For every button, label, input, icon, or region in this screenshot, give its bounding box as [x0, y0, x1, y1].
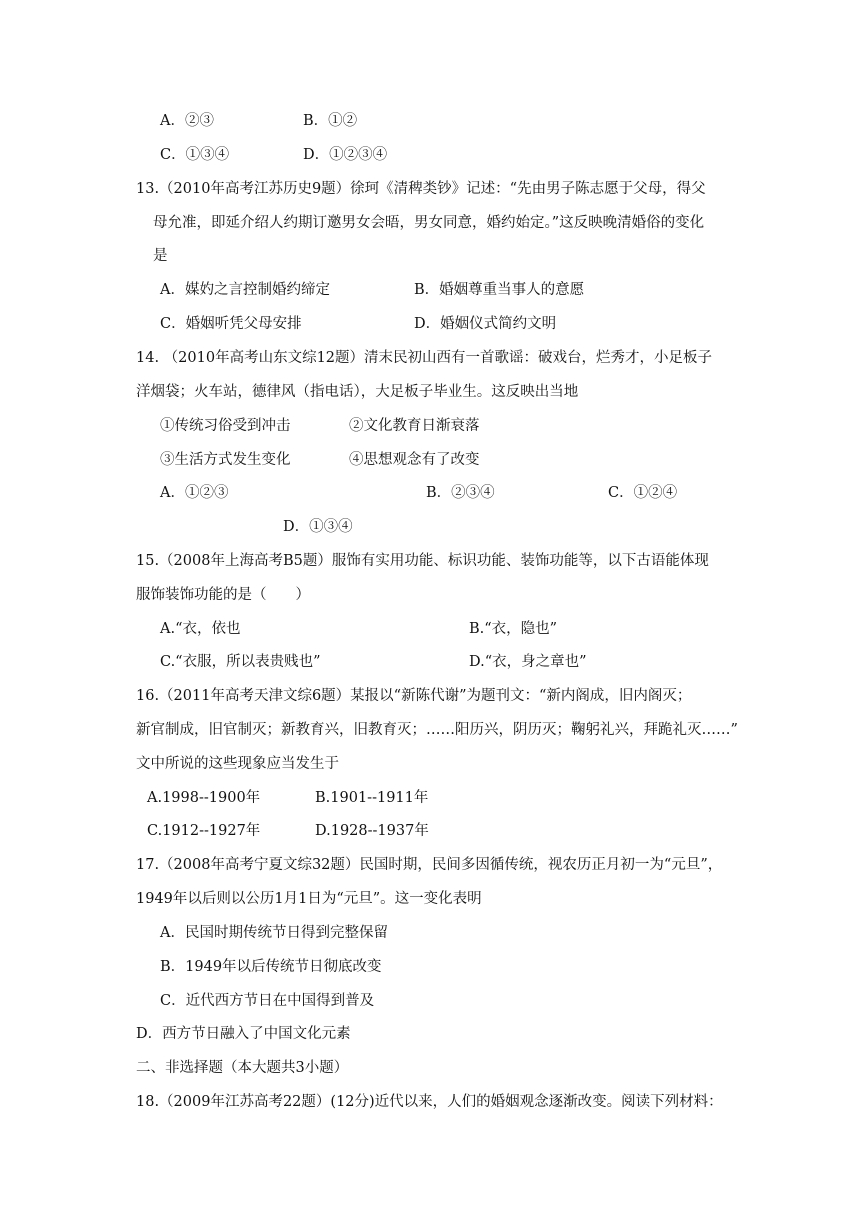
q14-stem-line-1: 14. （2010年高考山东文综12题）清末民初山西有一首歌谣：破戏台，烂秀才，小足板子 — [136, 350, 713, 366]
q15-stem-line-1: 15.（2008年上海高考B5题）服饰有实用功能、标识功能、装饰功能等，以下古语能体现 — [136, 553, 709, 569]
q13-option-a: A．媒妁之言控制婚约缔定 — [160, 282, 330, 298]
q13-stem-line-2: 母允准，即延介绍人约期订邀男女会晤，男女同意，婚约始定。”这反映晚清婚俗的变化 — [153, 215, 705, 231]
q13-option-b: B．婚姻尊重当事人的意愿 — [414, 282, 585, 298]
q17-stem-line-1: 17.（2008年高考宁夏文综32题）民国时期，民间多因循传统，视农历正月初一为“元旦”， — [136, 857, 723, 873]
q13-option-d: D．婚姻仪式简约文明 — [414, 316, 557, 332]
q14-item-2: ②文化教育日渐衰落 — [349, 418, 480, 434]
q18-stem-line-1: 18.（2009年江苏高考22题）(12分)近代以来，人们的婚姻观念逐渐改变。阅读下列材料： — [136, 1094, 723, 1110]
q14-item-4: ④思想观念有了改变 — [349, 452, 480, 468]
q15-option-b: B.“衣，隐也” — [469, 621, 558, 637]
q16-stem-line-1: 16.（2011年高考天津文综6题）某报以“新陈代谢”为题刊文：“新内阁成，旧内阁灭； — [136, 688, 692, 704]
q15-option-c: C.“衣服，所以表贵贱也” — [160, 654, 321, 670]
q16-stem-line-3: 文中所说的这些现象应当发生于 — [136, 756, 339, 772]
q13-stem-line-1: 13.（2010年高考江苏历史9题）徐珂《清稗类钞》记述：“先由男子陈志愿于父母，得父 — [136, 181, 706, 197]
q12-option-c: C．①③④ — [160, 147, 230, 163]
q12-option-d: D．①②③④ — [303, 147, 388, 163]
q14-stem-line-2: 洋烟袋；火车站，德律风（指电话），大足板子毕业生。这反映出当地 — [136, 384, 579, 400]
q14-option-c: C．①②④ — [608, 485, 678, 501]
q17-option-d: D．西方节日融入了中国文化元素 — [136, 1026, 351, 1042]
q15-stem-line-2: 服饰装饰功能的是（ ） — [136, 587, 310, 603]
q14-item-3: ③生活方式发生变化 — [160, 452, 291, 468]
q17-option-a: A．民国时期传统节日得到完整保留 — [160, 925, 388, 941]
q17-option-c: C．近代西方节日在中国得到普及 — [160, 993, 375, 1009]
q13-stem-line-3: 是 — [153, 248, 168, 264]
q12-option-a: A．②③ — [160, 113, 214, 129]
q14-option-b: B．②③④ — [426, 485, 495, 501]
q16-stem-line-2: 新官制成，旧官制灭；新教育兴，旧教育灭；……阳历兴，阴历灭；鞠躬礼兴，拜跪礼灭……” — [136, 722, 738, 738]
q12-option-b: B．①② — [303, 113, 358, 129]
q15-option-d: D.“衣，身之章也” — [469, 654, 587, 670]
q14-option-d: D．①③④ — [283, 519, 353, 535]
q16-option-c: C.1912--1927年 — [147, 823, 261, 839]
q15-option-a: A.“衣，依也 — [160, 621, 241, 637]
q14-item-1: ①传统习俗受到冲击 — [160, 418, 291, 434]
q14-option-a: A．①②③ — [160, 485, 229, 501]
q16-option-b: B.1901--1911年 — [315, 790, 429, 806]
q16-option-a: A.1998--1900年 — [147, 790, 261, 806]
section-heading: 二、非选择题（本大题共3小题） — [136, 1060, 349, 1076]
q17-stem-line-2: 1949年以后则以公历1月1日为“元旦”。这一变化表明 — [136, 891, 482, 907]
q17-option-b: B．1949年以后传统节日彻底改变 — [160, 959, 382, 975]
q16-option-d: D.1928--1937年 — [315, 823, 429, 839]
q13-option-c: C．婚姻听凭父母安排 — [160, 316, 302, 332]
